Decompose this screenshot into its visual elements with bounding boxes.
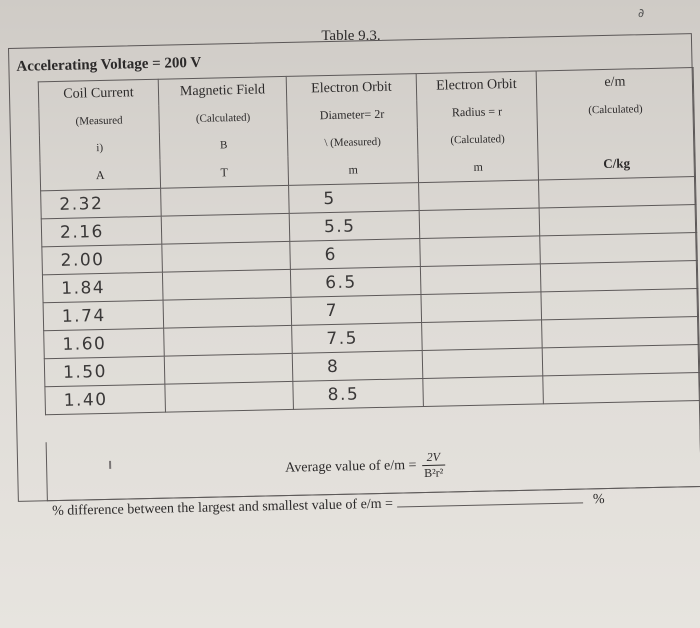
data-table-sheet (8, 33, 700, 508)
diameter-cell[interactable] (289, 183, 420, 214)
average-em-label (285, 450, 446, 484)
header-e-over-m-blank (537, 121, 695, 151)
header-diameter-sub: Diameter= 2r (287, 100, 418, 130)
unit-e-over-m: C/kg (538, 148, 696, 180)
percent-sign: % (592, 491, 605, 508)
unit-diameter: m (288, 154, 419, 185)
current-value: 1.40 (63, 389, 108, 411)
corner-mark: ∂ (638, 6, 645, 20)
diameter-value: 7 (325, 300, 339, 322)
header-electron-orbit-diameter: Electron Orbit (286, 74, 417, 103)
current-cell[interactable] (45, 384, 166, 415)
radius-cell[interactable] (420, 236, 541, 267)
current-cell[interactable] (44, 356, 165, 387)
current-cell[interactable] (41, 188, 162, 219)
current-value: 2.00 (60, 249, 105, 271)
diameter-value: 7.5 (326, 328, 359, 350)
field-cell[interactable] (161, 213, 290, 244)
header-magnetic-field-sub: (Calculated) (159, 103, 288, 133)
diameter-value: 6.5 (324, 272, 357, 294)
current-cell[interactable] (42, 244, 163, 275)
radius-cell[interactable] (421, 292, 542, 323)
formula-denominator: B²r² (423, 465, 444, 481)
header-coil-current: Coil Current (38, 79, 159, 108)
current-value: 1.60 (62, 333, 107, 355)
unit-current: A (40, 160, 161, 191)
header-magnetic-field-symbol: B (159, 130, 288, 160)
em-cell[interactable] (543, 372, 700, 403)
em-formula (422, 450, 446, 481)
radius-cell[interactable] (420, 264, 541, 295)
current-value: 1.74 (61, 305, 106, 327)
field-cell[interactable] (165, 381, 294, 412)
diameter-cell[interactable] (289, 211, 420, 242)
diameter-cell[interactable] (292, 323, 423, 354)
radius-cell[interactable] (423, 376, 544, 407)
em-cell[interactable] (539, 177, 697, 208)
header-coil-current-symbol: i) (39, 133, 160, 163)
field-cell[interactable] (162, 269, 291, 300)
diameter-value: 8.5 (327, 384, 360, 406)
measurement-table (38, 67, 700, 415)
radius-cell[interactable] (422, 320, 543, 351)
field-cell[interactable] (163, 297, 292, 328)
percent-difference-label: % difference between the largest and smallest value of e/m = (52, 496, 394, 519)
em-cell[interactable] (540, 261, 698, 292)
diameter-value: 5 (323, 188, 336, 210)
current-value: 2.32 (59, 193, 104, 215)
page-title: Table 9.3. (321, 28, 381, 44)
current-cell[interactable] (41, 216, 162, 247)
diameter-cell[interactable] (292, 351, 423, 382)
current-cell[interactable] (43, 300, 164, 331)
header-magnetic-field: Magnetic Field (158, 76, 287, 105)
header-diameter-measured: \ (Measured) (287, 127, 418, 157)
diameter-cell[interactable] (290, 239, 421, 270)
em-cell[interactable] (542, 344, 700, 375)
header-electron-orbit-radius: Electron Orbit (416, 71, 537, 100)
pen-tick-mark (109, 461, 111, 469)
formula-numerator: 2V (422, 450, 446, 467)
em-cell[interactable] (542, 317, 700, 348)
header-coil-current-sub: (Measured (39, 106, 160, 136)
average-em-text: Average value of e/m = (285, 457, 417, 476)
diameter-cell[interactable] (290, 267, 421, 298)
unit-radius: m (418, 151, 539, 182)
em-cell[interactable] (541, 289, 699, 320)
header-radius-calculated: (Calculated) (417, 124, 538, 154)
em-cell[interactable] (540, 233, 698, 264)
diameter-cell[interactable] (293, 379, 424, 410)
current-value: 1.84 (61, 277, 106, 299)
field-cell[interactable] (164, 353, 293, 384)
radius-cell[interactable] (419, 180, 540, 211)
field-cell[interactable] (162, 241, 291, 272)
radius-cell[interactable] (422, 348, 543, 379)
header-e-over-m-sub: (Calculated) (537, 94, 695, 124)
field-cell[interactable] (161, 185, 290, 216)
header-e-over-m: e/m (536, 68, 694, 98)
diameter-value: 5.5 (323, 216, 356, 238)
current-cell[interactable] (44, 328, 165, 359)
accelerating-voltage-label: Accelerating Voltage = 200 V (16, 54, 202, 75)
diameter-value: 8 (326, 356, 340, 378)
header-radius-sub: Radius = r (417, 97, 538, 127)
current-value: 2.16 (59, 221, 105, 243)
em-cell[interactable] (539, 205, 697, 236)
field-cell[interactable] (164, 325, 293, 356)
radius-cell[interactable] (419, 208, 540, 239)
diameter-cell[interactable] (291, 295, 422, 326)
current-value: 1.50 (62, 361, 108, 383)
unit-field: T (160, 157, 289, 188)
diameter-value: 6 (324, 244, 338, 266)
current-cell[interactable] (42, 272, 163, 303)
